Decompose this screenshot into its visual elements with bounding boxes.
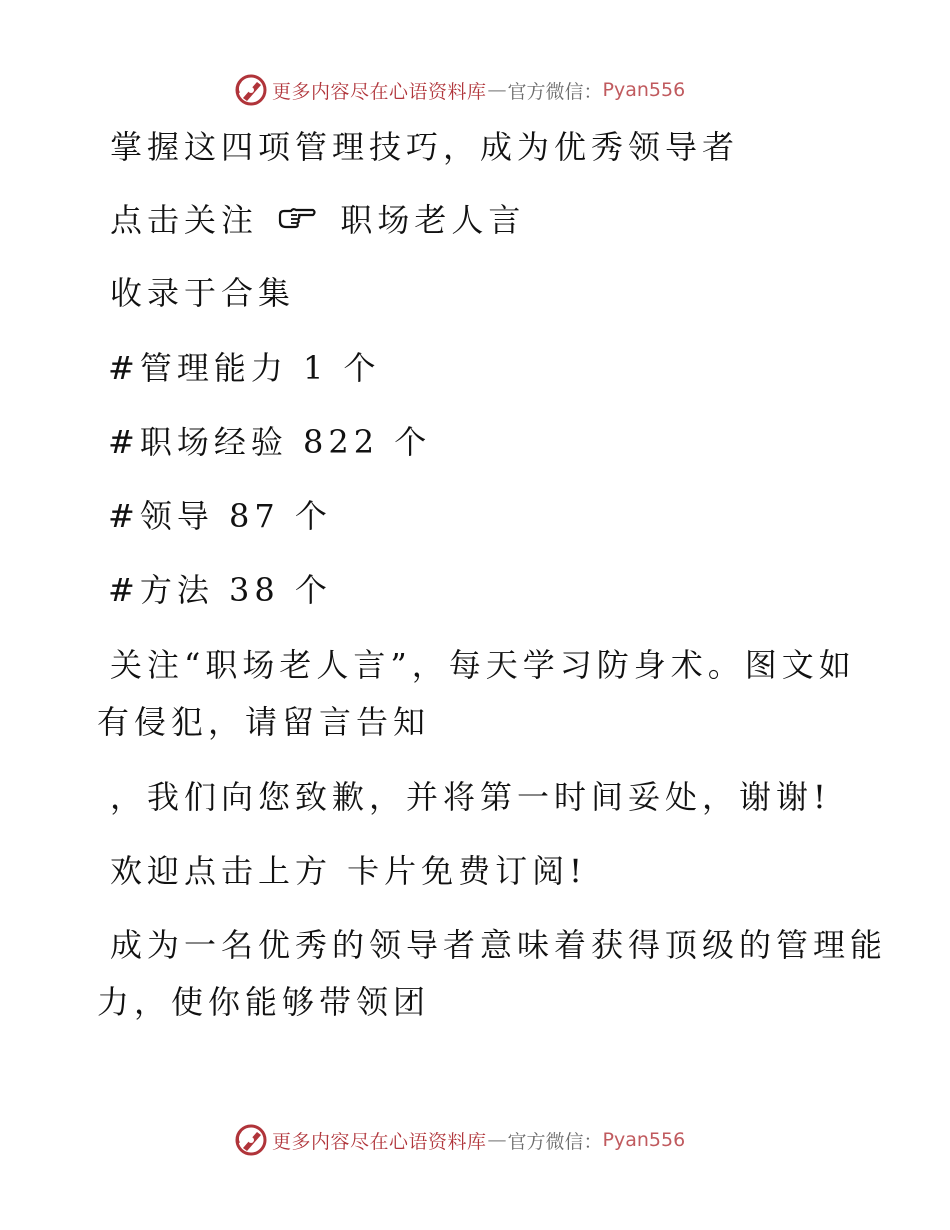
tag-count: 1 — [303, 349, 329, 387]
tag-count: 822 — [303, 423, 380, 461]
watermark-label: 官方微信： — [507, 1130, 603, 1153]
pen-logo-icon — [234, 73, 268, 107]
tag-name: #方法 — [108, 571, 214, 609]
tag-count: 87 — [229, 497, 280, 535]
tag-item[interactable] — [108, 496, 332, 536]
tag-item[interactable] — [108, 570, 332, 610]
watermark-text: 更多内容尽在心语资料库 — [272, 80, 487, 103]
subscribe-line: 欢迎点击上方 卡片免费订阅! — [110, 852, 588, 890]
tag-count: 38 — [229, 571, 280, 609]
watermark-header — [234, 72, 685, 108]
tag-name: #职场经验 — [108, 423, 288, 461]
notice-line-3: ，我们向您致歉，并将第一时间妥处，谢谢! — [110, 778, 831, 816]
watermark-wechat-id: Pyan556 — [602, 79, 686, 101]
collection-label: 收录于合集 — [110, 274, 296, 312]
follow-prefix: 点击关注 — [110, 201, 259, 239]
follow-account[interactable]: 职场老人言 — [340, 201, 526, 239]
tag-name: #管理能力 — [108, 349, 288, 387]
follow-line — [110, 200, 525, 240]
watermark-dash: — — [487, 1129, 507, 1151]
watermark-label: 官方微信： — [507, 80, 603, 103]
tag-unit: 个 — [343, 349, 381, 387]
tag-name: #领导 — [108, 497, 214, 535]
pen-logo-icon — [234, 1123, 268, 1157]
watermark-wechat-id: Pyan556 — [602, 1129, 686, 1151]
notice-line-1: 关注“职场老人言”，每天学习防身术。图文如 — [110, 646, 856, 684]
body-line-1: 成为一名优秀的领导者意味着获得顶级的管理能 — [110, 926, 888, 964]
tag-unit: 个 — [294, 571, 332, 609]
pointing-hand-icon — [277, 205, 317, 235]
body-line-2: 力，使你能够带领团 — [97, 983, 431, 1021]
tag-item[interactable] — [108, 422, 431, 462]
watermark-footer — [234, 1122, 685, 1158]
tag-item[interactable] — [108, 348, 381, 388]
tag-unit: 个 — [294, 497, 332, 535]
article-title: 掌握这四项管理技巧，成为优秀领导者 — [110, 128, 740, 166]
notice-line-2: 有侵犯，请留言告知 — [97, 703, 431, 741]
watermark-text: 更多内容尽在心语资料库 — [272, 1130, 487, 1153]
watermark-dash: — — [487, 79, 507, 101]
tag-unit: 个 — [394, 423, 432, 461]
